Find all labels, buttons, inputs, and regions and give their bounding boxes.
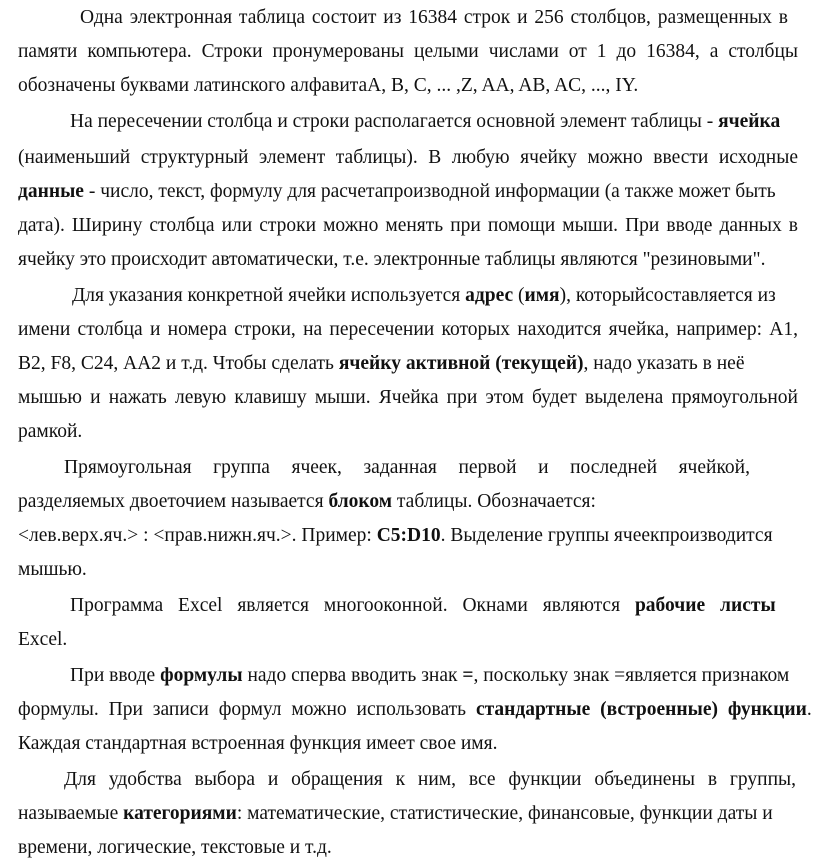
- text: . Выделение группы ячеекпроизводится: [440, 525, 773, 546]
- p3-line-4: [18, 382, 798, 414]
- p4-line-3: [18, 520, 798, 552]
- p1-line-1: [80, 2, 788, 34]
- p5-line-1: [70, 590, 776, 622]
- p4-line-1: [64, 452, 750, 484]
- p2-line-2: [18, 142, 798, 174]
- text: мышью и нажать левую клавишу мыши. Ячейка при этом будет выделена прямоугольной: [18, 387, 798, 408]
- text: Программа Excel является многооконной. Окнами являются: [70, 595, 635, 616]
- text: ), которыйсоставляется из: [559, 285, 776, 306]
- text: времени, логические, текстовые и т.д.: [18, 837, 332, 858]
- p7-line-3: [18, 832, 798, 864]
- p3-line-2: [18, 314, 798, 346]
- text: мышью.: [18, 559, 87, 580]
- term-name: имя: [524, 285, 560, 306]
- term-address: адрес: [465, 285, 514, 306]
- term-worksheets: рабочие листы: [634, 595, 776, 616]
- text: формулы. При записи формул можно использовать: [18, 699, 476, 720]
- term-cell: ячейка: [718, 111, 781, 132]
- p2-line-3: [18, 176, 798, 208]
- text: , надо указать в неё: [583, 353, 745, 374]
- term-categories: категориями: [123, 803, 237, 824]
- text: <лев.верх.яч.> : <прав.нижн.яч.>. Пример:: [18, 525, 377, 546]
- term-block: блоком: [328, 491, 393, 512]
- example-range: C5:D10: [376, 525, 441, 546]
- text: .: [806, 699, 812, 720]
- term-active-cell: ячейку активной (текущей): [338, 353, 584, 374]
- p4-line-4: [18, 554, 798, 586]
- text: В2, F8, С24, АА2 и т.д. Чтобы сделать: [18, 353, 339, 374]
- p2-line-1: [70, 106, 790, 138]
- p7-line-1: [64, 764, 796, 796]
- term-functions: стандартные (встроенные) функции: [475, 699, 807, 720]
- text: , поскольку знак =является признаком: [473, 665, 790, 686]
- text: ячейку это происходит автоматически, т.е. электронные таблицы являются "резиновыми".: [18, 249, 766, 270]
- text: рамкой.: [18, 421, 83, 442]
- text: таблицы. Обозначается:: [392, 491, 596, 512]
- p6-line-3: [18, 728, 798, 760]
- text: (: [513, 285, 525, 306]
- term-data: данные: [18, 181, 84, 202]
- p1-line-3: [18, 70, 798, 102]
- text: Для удобства выбора и обращения к ним, все функции объединены в группы,: [64, 769, 796, 790]
- text: Каждая стандартная встроенная функция имеет свое имя.: [18, 733, 498, 754]
- p1-line-2: [18, 36, 798, 68]
- text: Прямоугольная группа ячеек, заданная первой и последней ячейкой,: [64, 457, 750, 478]
- text: При вводе: [70, 665, 161, 686]
- p6-line-2: [18, 694, 812, 726]
- term-formula: формулы: [160, 665, 243, 686]
- text: : математические, статистические, финансовые, функции даты и: [236, 803, 773, 824]
- text: называемые: [18, 803, 124, 824]
- text: памяти компьютера. Строки пронумерованы целыми числами от 1 до 16384, а столбцы: [18, 41, 798, 62]
- equals-sign: =: [462, 665, 474, 686]
- text: обозначены буквами латинского алфавитаA, B, C, ... ,Z, AA, AB, AC, ..., IY.: [18, 75, 639, 96]
- p3-line-5: [18, 416, 798, 448]
- text: Для указания конкретной ячейки используется: [72, 285, 466, 306]
- text: дата). Ширину столбца или строки можно менять при помощи мыши. При вводе данных в: [18, 215, 798, 236]
- text: Одна электронная таблица состоит из 16384 строк и 256 столбцов, размещенных в: [80, 7, 788, 28]
- text: разделяемых двоеточием называется: [18, 491, 329, 512]
- text: (наименьший структурный элемент таблицы). В любую ячейку можно ввести исходные: [18, 147, 798, 168]
- text: На пересечении столбца и строки располагается основной элемент таблицы -: [70, 111, 714, 132]
- text: Excel.: [18, 629, 68, 650]
- p6-line-1: [70, 660, 806, 692]
- p3-line-1: [72, 280, 790, 312]
- text: надо сперва вводить знак: [242, 665, 463, 686]
- text: имени столбца и номера строки, на пересечении которых находится ячейка, например: А1,: [18, 319, 798, 340]
- text: - число, текст, формулу для расчетапроизводной информации (а также может быть: [83, 181, 776, 202]
- p4-line-2: [18, 486, 798, 518]
- p5-line-2: [18, 624, 798, 656]
- p2-line-5: [18, 244, 798, 276]
- p3-line-3: [18, 348, 798, 380]
- p7-line-2: [18, 798, 798, 830]
- p2-line-4: [18, 210, 798, 242]
